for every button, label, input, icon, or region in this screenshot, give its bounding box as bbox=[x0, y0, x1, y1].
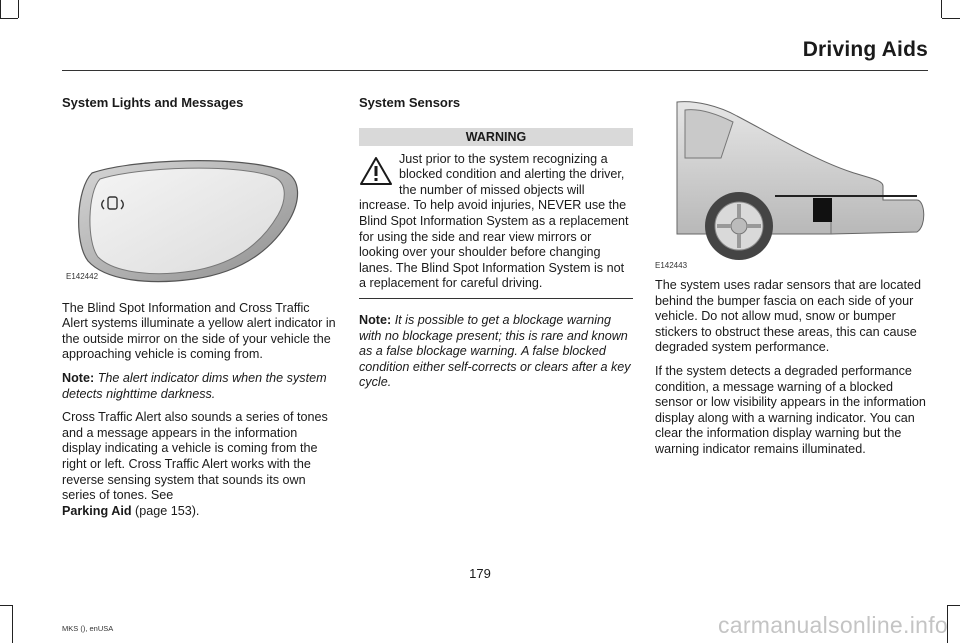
figure-id: E142442 bbox=[66, 271, 99, 281]
header-divider bbox=[62, 70, 928, 71]
crop-mark bbox=[0, 18, 18, 19]
column-middle bbox=[359, 92, 633, 399]
mirror-illustration bbox=[62, 111, 336, 283]
crop-mark bbox=[18, 0, 19, 18]
mirror-figure bbox=[62, 111, 336, 283]
page-title: Driving Aids bbox=[802, 38, 928, 61]
paragraph: The system uses radar sensors that are located behind the bumper fascia on each side of your vehicle. Do not allow mud, snow or bumper stickers to obstruct these areas, this can cause degraded system performance. bbox=[655, 278, 921, 355]
crop-mark bbox=[0, 0, 1, 18]
note bbox=[359, 313, 633, 391]
section-heading-system-lights: System Lights and Messages bbox=[62, 95, 244, 110]
crop-mark bbox=[948, 605, 960, 606]
warning-text: Just prior to the system recognizing a blocked condition and alerting the driver, the number of missed objects will increase. To help avoid injuries, NEVER use the Blind Spot Information System as a replacement for using the side and rear view mirrors or looking over your shoulder before changing lanes. The Blind Spot Information System is not a replacement for careful driving. bbox=[359, 151, 629, 291]
column-right bbox=[655, 92, 927, 466]
section-heading-system-sensors: System Sensors bbox=[359, 95, 461, 110]
paragraph: The Blind Spot Information and Cross Traffic Alert systems illuminate a yellow alert indicator in the outside mirror on the side of your vehicle the approaching vehicle is coming from. bbox=[62, 300, 336, 362]
crop-mark bbox=[942, 18, 960, 19]
paragraph: If the system detects a degraded performance condition, a message warning of a blocked sensor or low visibility appears in the information display along with a warning indicator. You can clear the information display warning but the warning indicator remains illuminated. bbox=[655, 363, 926, 456]
note-label: Note: bbox=[359, 312, 392, 327]
paragraph-text: Cross Traffic Alert also sounds a series of tones and a message appears in the information display indicating a vehicle is coming from the right or left. Cross Traffic Alert works with the reverse sensing system that sounds its own series of tones. See bbox=[62, 410, 328, 503]
paragraph bbox=[62, 410, 336, 519]
cross-reference-page: (page 153). bbox=[131, 503, 200, 518]
note-label: Note: bbox=[62, 370, 95, 385]
vehicle-rear-figure bbox=[655, 96, 927, 274]
note-text: It is possible to get a blockage warning with no blockage present; this is rare and known as a false blockage warning. A false blocked condition either self-corrects or clears after a key cycle. bbox=[359, 312, 631, 390]
note-text: The alert indicator dims when the system detects nighttime darkness. bbox=[62, 370, 327, 401]
vehicle-rear-illustration bbox=[655, 96, 927, 274]
column-left bbox=[62, 92, 336, 527]
page-number: 179 bbox=[469, 566, 491, 581]
crop-mark bbox=[941, 0, 942, 18]
warning-box bbox=[359, 152, 633, 292]
warning-title: WARNING bbox=[359, 128, 633, 146]
figure-id: E142443 bbox=[655, 261, 688, 270]
warning-triangle-icon bbox=[359, 156, 393, 186]
watermark: carmanualsonline.info bbox=[717, 612, 948, 638]
warning-divider bbox=[359, 298, 633, 299]
crop-mark bbox=[12, 605, 13, 643]
crop-mark bbox=[0, 605, 12, 606]
cross-reference-link[interactable]: Parking Aid bbox=[62, 503, 132, 518]
footer-code: MKS (), enUSA bbox=[62, 624, 114, 633]
note bbox=[62, 371, 336, 402]
